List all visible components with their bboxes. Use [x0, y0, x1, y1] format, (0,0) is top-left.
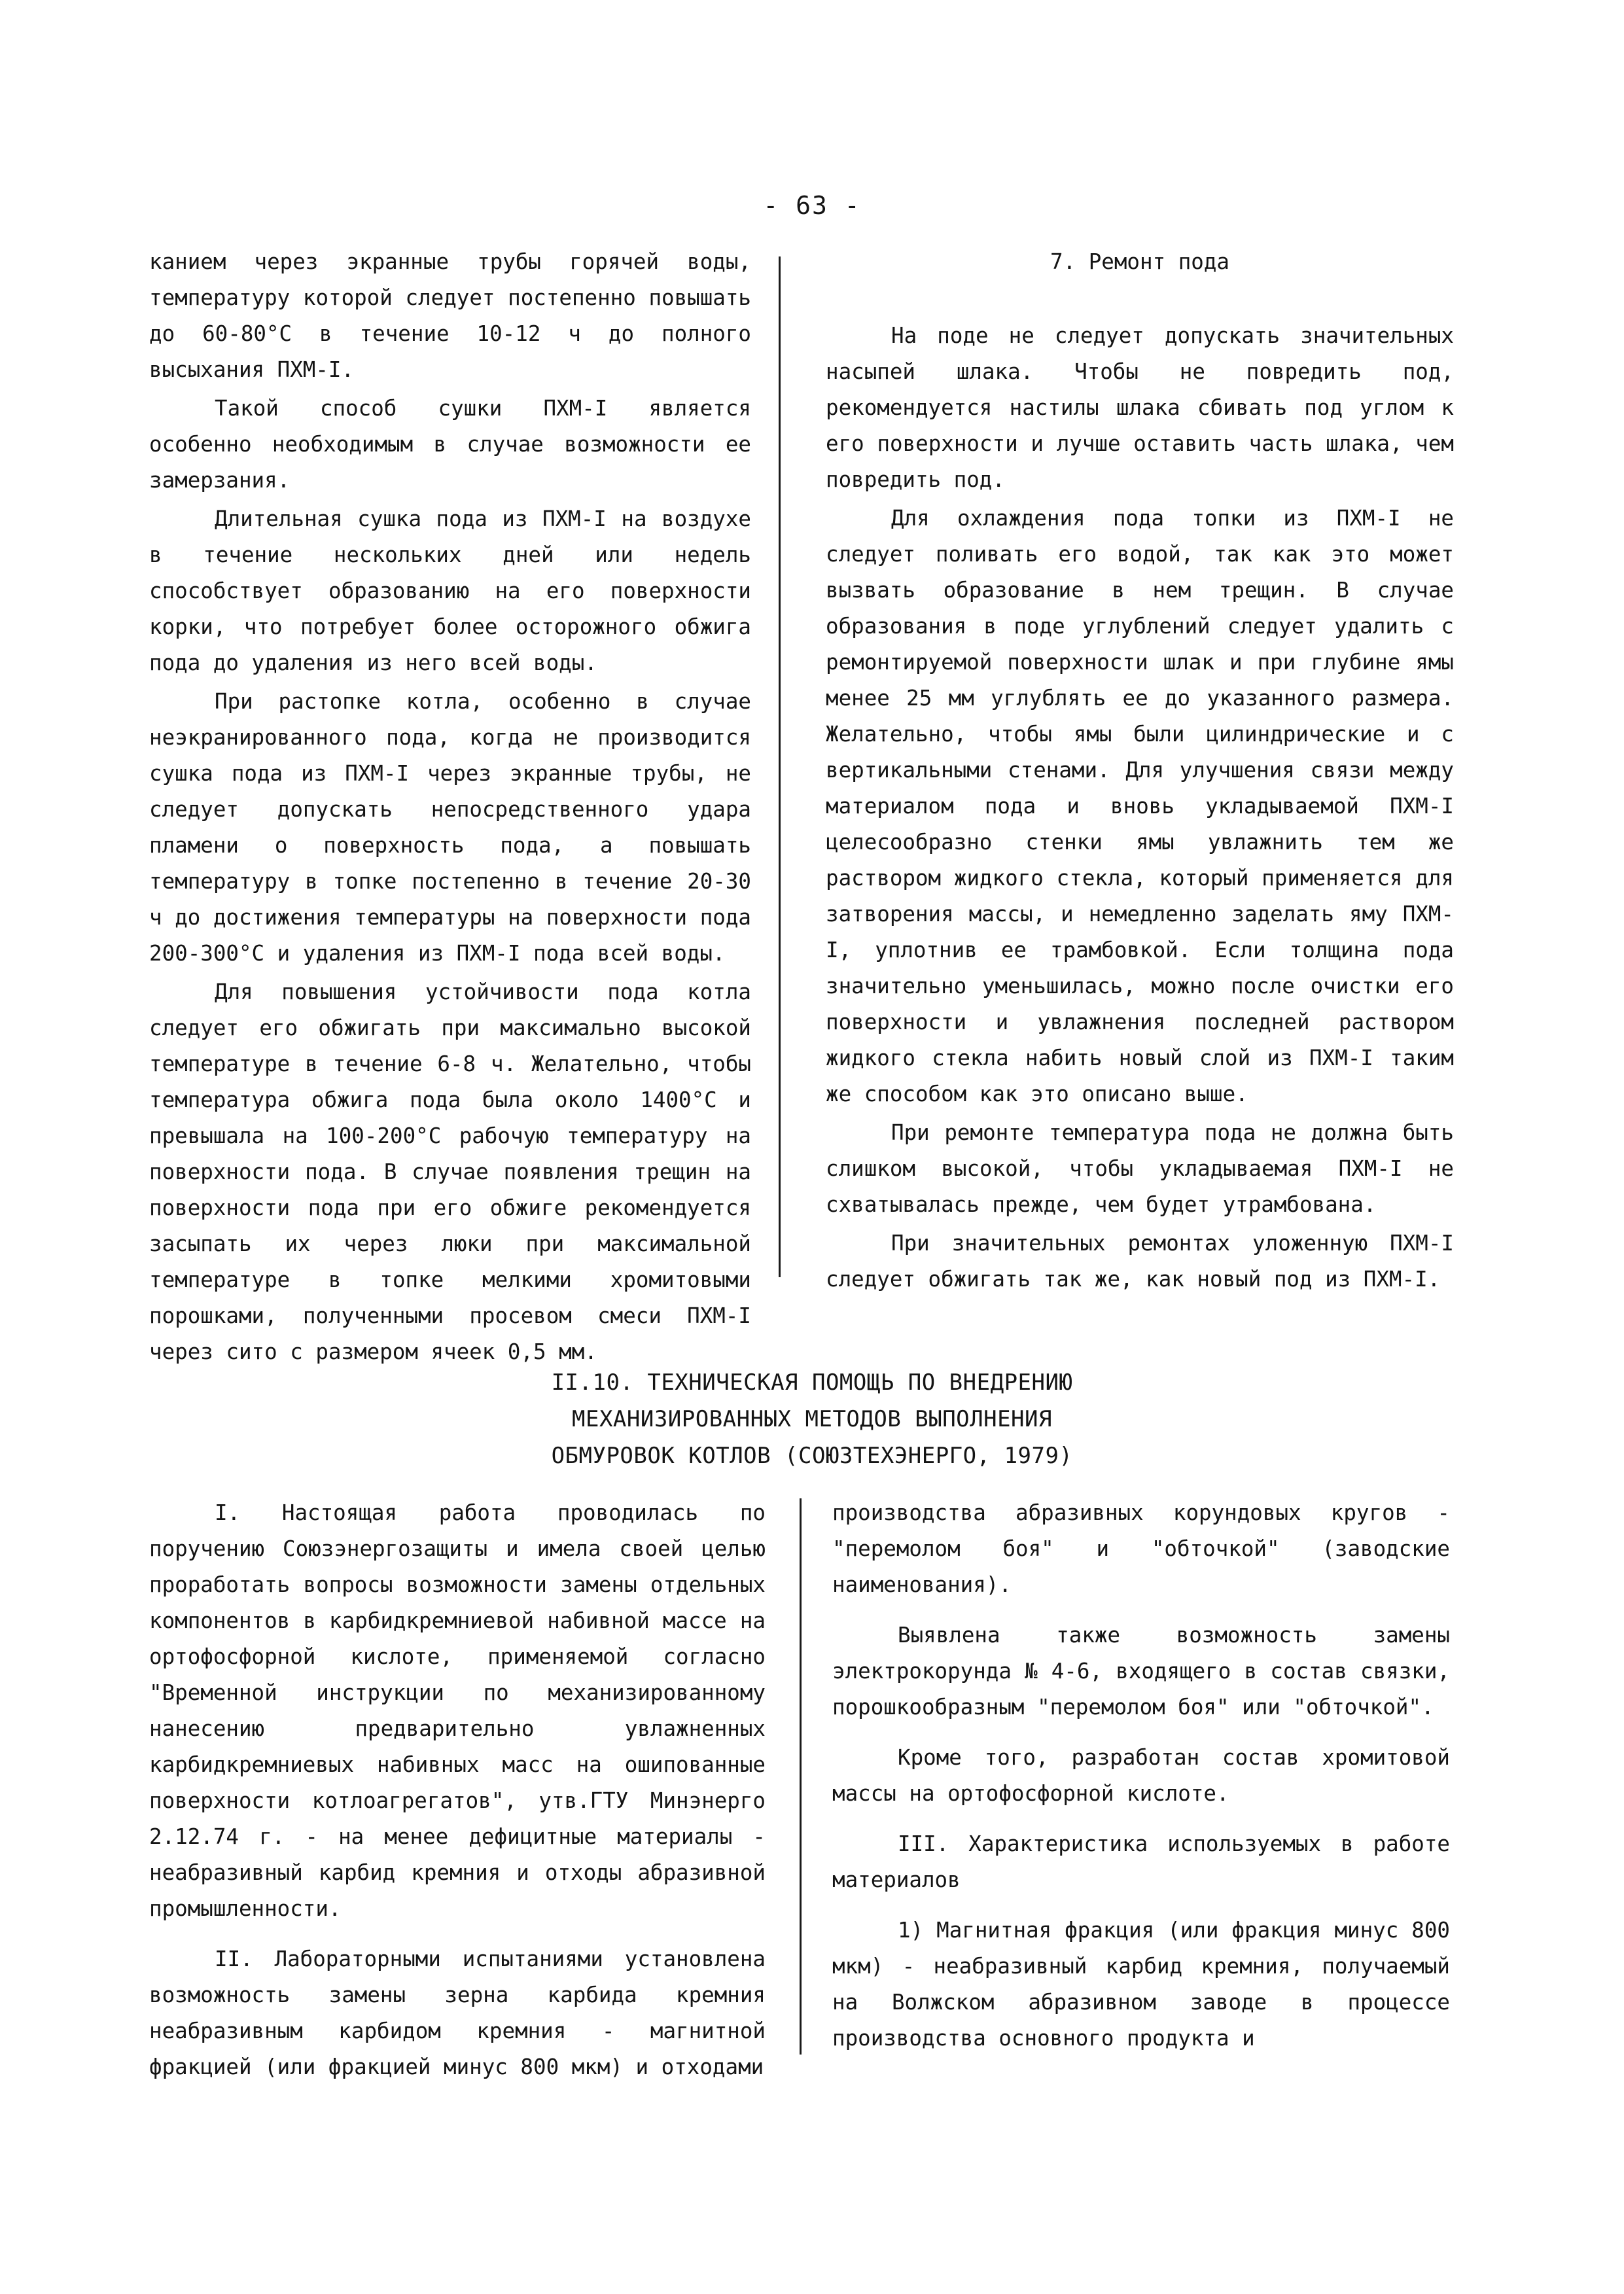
paragraph: Кроме того, разработан состав хромитовой массы на ортофосфорной кислоте. — [832, 1745, 1450, 1806]
section-heading-line: ОБМУРОВОК КОТЛОВ (СОЮЗТЕХЭНЕРГО, 1979) — [551, 1443, 1073, 1469]
paragraph: Длительная сушка пода из ПХМ-I на воздухе в течение нескольких дней или недель способствует образованию на его поверхности корки, что потребует более осторожного обжига пода до удаления из него всей воды. — [149, 506, 751, 675]
paragraph: На поде не следует допускать значительных насыпей шлака. Чтобы не повредить под, рекомендуется настилы шлака сбивать под углом к его поверхности и лучше оставить часть шлака, чем повредить под. — [826, 323, 1454, 492]
section-heading-line: II.10. ТЕХНИЧЕСКАЯ ПОМОЩЬ ПО ВНЕДРЕНИЮ — [551, 1369, 1073, 1396]
paragraph: При растопке котла, особенно в случае неэкранированного пода, когда не производится сушка пода из ПХМ-I через экранные трубы, не следует допускать непосредственного удара пламени о поверхность пода, а повышать температуру в топке постепенно в течение 20-30 ч до достижения температуры на поверхности пода 200-300°С и удаления из ПХМ-I пода всей воды. — [149, 689, 751, 966]
paragraph: I. Настоящая работа проводилась по поручению Союзэнергозащиты и имела своей целью проработать вопросы возможности замены отдельных компонентов в карбидкремниевой набивной массе на ортофосфорной кислоте, применяемой согласно "Временной инструкции по механизированному нанесению предварительно увлажненных карбидкремниевых набивных масс на ошипованные поверхности котлоагрегатов", утв.ГТУ Минэнерго 2.12.74 г. - на менее дефицитные материалы - неабразивный карбид кремния и отходы абразивной промышленности. — [149, 1500, 766, 1921]
paragraph: канием через экранные трубы горячей воды, температуру которой следует постепенно повышать до 60-80°С в течение 10-12 ч до полного высыхания ПХМ-I. — [149, 249, 751, 382]
bottom-left-column — [149, 1495, 766, 2085]
paragraph: Выявлена также возможность замены электрокорунда № 4-6, входящего в состав связки, порошкообразным "перемолом боя" или "обточкой". — [832, 1623, 1450, 1720]
paragraph: Такой способ сушки ПХМ-I является особенно необходимым в случае возможности ее замерзания. — [149, 396, 751, 493]
column-divider — [779, 256, 781, 1277]
paragraph: производства абразивных корундовых кругов - "перемолом боя" и "обточкой" (заводские наименования). — [832, 1500, 1450, 1597]
section-heading — [0, 1364, 1624, 1474]
paragraph: При ремонте температура пода не должна быть слишком высокой, чтобы укладываемая ПХМ-I не схватывалась прежде, чем будет утрамбована. — [826, 1120, 1454, 1217]
paragraph: Для повышения устойчивости пода котла следует его обжигать при максимально высокой температуре в течение 6-8 ч. Желательно, чтобы температура обжига пода была около 1400°С и превышала на 100-200°С рабочую температуру на поверхности пода. В случае появления трещин на поверхности пода при его обжиге рекомендуется засыпать их через люки при максимальной температуре в топке мелкими хромитовыми порошками, полученными просевом смеси ПХМ-I через сито с размером ячеек 0,5 мм. — [149, 979, 751, 1364]
top-left-column — [149, 244, 751, 1370]
paragraph: II. Лабораторными испытаниями установлена возможность замены зерна карбида кремния неабразивным карбидом кремния - магнитной фракцией (или фракцией минус 800 мкм) и отходами — [149, 1947, 766, 2079]
bottom-right-column — [832, 1495, 1450, 2056]
page-number: - 63 - — [763, 191, 861, 220]
paragraph: III. Характеристика используемых в работе материалов — [832, 1831, 1450, 1892]
paragraph: При значительных ремонтах уложенную ПХМ-I следует обжигать так же, как новый под из ПХМ-I. — [826, 1231, 1454, 1292]
column-divider — [800, 1498, 802, 2055]
paragraph: Для охлаждения пода топки из ПХМ-I не следует поливать его водой, так как это может вызвать образование в нем трещин. В случае образования в поде углублений следует удалить с ремонтируемой поверхности шлак и при глубине ямы менее 25 мм углублять ее до указанного размера. Желательно, чтобы ямы были цилиндрические и с вертикальными стенами. Для улучшения связи между материалом пода и вновь укладываемой ПХМ-I целесообразно стенки ямы увлажнить тем же раствором жидкого стекла, который применяется для затворения массы, и немедленно заделать яму ПХМ-I, уплотнив ее трамбовкой. Если толщина пода значительно уменьшилась, можно после очистки его поверхности и увлажнения последней раствором жидкого стекла набить новый слой из ПХМ-I таким же способом как это описано выше. — [826, 506, 1454, 1106]
section-heading-line: МЕХАНИЗИРОВАННЫХ МЕТОДОВ ВЫПОЛНЕНИЯ — [572, 1406, 1052, 1432]
paragraph: 1) Магнитная фракция (или фракция минус 800 мкм) - неабразивный карбид кремния, получаемый на Волжском абразивном заводе в процессе производства основного продукта и — [832, 1918, 1450, 2051]
subsection-heading: 7. Ремонт пода — [1050, 249, 1229, 274]
top-right-column — [826, 244, 1454, 1297]
